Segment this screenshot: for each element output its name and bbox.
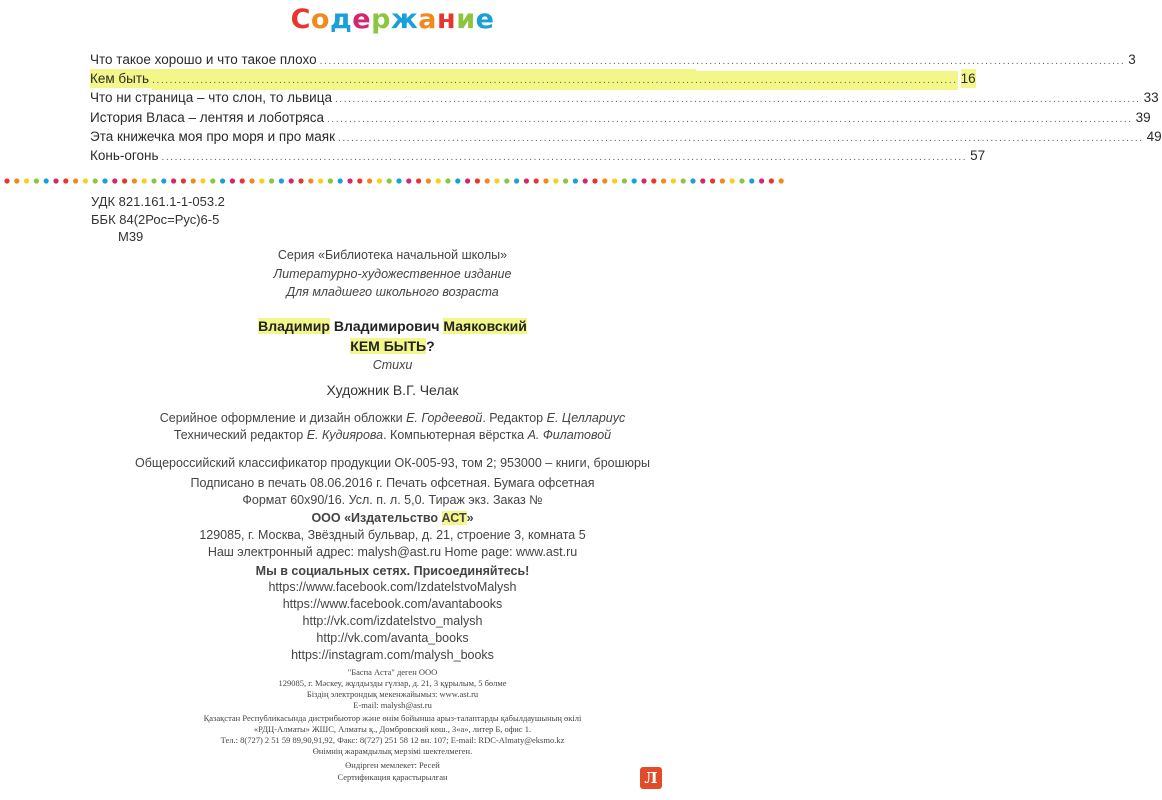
social-title: Мы в социальных сетях. Присоединяйтесь! [255, 564, 530, 578]
kz-line: Өндірген мемлекет: Ресей [345, 760, 440, 770]
publisher-name [0, 511, 785, 525]
divider-dot [14, 178, 19, 183]
toc-entry-page: 39 [1135, 109, 1151, 125]
divider-dot [553, 178, 558, 183]
divider-dot [700, 178, 705, 183]
divider-dot [347, 178, 352, 183]
divider-dot [514, 178, 519, 183]
title-letter: р [371, 4, 391, 35]
design-credits [0, 411, 785, 425]
divider-dot [485, 178, 490, 183]
author-name [0, 318, 785, 334]
divider-dot [200, 178, 205, 183]
genre: Стихи [372, 358, 413, 372]
author-last-name: Маяковский [443, 318, 527, 334]
editor-label: . Редактор [482, 411, 544, 425]
divider-dot [465, 178, 470, 183]
social-link[interactable]: https://www.facebook.com/IzdatelstvoMalysh [268, 580, 517, 594]
divider-dot [279, 178, 284, 183]
divider-dot [44, 178, 49, 183]
publisher-logo-badge: Л [640, 767, 662, 789]
divider-dot [749, 178, 754, 183]
divider-dot [220, 178, 225, 183]
divider-dot [622, 178, 627, 183]
product-classifier: Общероссийский классификатор продукции ОК-005-93, том 2; 953000 – книги, брошюры [135, 456, 650, 470]
bbk-code: ББК 84(2Рос=Рус)6-5 [91, 211, 220, 227]
publisher-contacts: Наш электронный адрес: malysh@ast.ru Home page: www.ast.ru [207, 545, 578, 559]
toc-entry[interactable] [90, 88, 1159, 107]
table-of-contents [90, 50, 1162, 165]
kz-line: Өнімнің жарамдылық мерзімі шектелмеген. [312, 746, 473, 756]
toc-leader-dots: ........................................................................................................................................................................................ [334, 94, 1141, 106]
divider-dot [651, 178, 656, 183]
divider-dot [524, 178, 529, 183]
divider-dot [83, 178, 88, 183]
kz-line: 129085, г. Мәскеу, жұлдызды гүлзар, д. 21, 3 құрылым, 5 бөлме [278, 678, 507, 688]
divider-dot [122, 178, 127, 183]
toc-entry-page: 49 [1146, 128, 1162, 144]
divider-dot [543, 178, 548, 183]
divider-dot [112, 178, 117, 183]
divider-dot [328, 178, 333, 183]
divider-dot [367, 178, 372, 183]
divider-dot [73, 178, 78, 183]
title-letter: С [290, 4, 311, 35]
designer-name: Е. Гордеевой [406, 411, 483, 425]
author-sign: М39 [118, 229, 144, 244]
toc-entry-title: Что ни страница – что слон, то львица [90, 90, 332, 106]
publisher-suffix: » [466, 511, 474, 525]
title-letter: а [418, 4, 438, 35]
divider-dot [63, 178, 68, 183]
toc-leader-dots: ........................................................................................................................................................................................ [327, 113, 1133, 125]
divider-dot [338, 178, 343, 183]
divider-dot [93, 178, 98, 183]
kz-line: Сертификация қарастырылған [337, 772, 448, 782]
toc-entry-page: 33 [1143, 90, 1159, 106]
divider-dot [34, 178, 39, 183]
print-format: Формат 60х90/16. Усл. п. л. 5,0. Тираж экз. Заказ № [242, 493, 543, 507]
divider-dot [210, 178, 215, 183]
kz-line: Біздің электрондық мекенжайымыз: www.ast.ru [306, 689, 479, 699]
divider-dot [455, 178, 460, 183]
divider-dot [259, 178, 264, 183]
divider-dot [730, 178, 735, 183]
toc-entry-page: 3 [1128, 52, 1136, 67]
divider-dot [298, 178, 303, 183]
divider-dot [396, 178, 401, 183]
social-link[interactable]: https://instagram.com/malysh_books [291, 648, 494, 662]
divider-dot [151, 178, 156, 183]
divider-dot [416, 178, 421, 183]
book-title [0, 338, 785, 354]
divider-dot [426, 178, 431, 183]
toc-leader-dots: ........................................................................................................................................................................................ [161, 151, 968, 163]
divider-dot [161, 178, 166, 183]
publisher-highlight: АСТ [441, 511, 467, 525]
divider-dot [240, 178, 245, 183]
author-first-name: Владимир [258, 318, 330, 334]
toc-entry-title: Кем быть [90, 71, 150, 87]
toc-entry[interactable] [90, 127, 1162, 146]
divider-dot [436, 178, 441, 183]
book-title-question: ? [426, 338, 435, 354]
title-letter: е [352, 4, 372, 35]
layout-name: А. Филатовой [527, 428, 612, 442]
divider-dot [475, 178, 480, 183]
editor-name: Е. Целлариус [546, 411, 626, 425]
divider-dot [641, 178, 646, 183]
toc-entry-title: Эта книжечка моя про моря и про маяк [90, 128, 335, 144]
edition-type: Литературно-художественное издание [273, 267, 512, 281]
divider-dot [612, 178, 617, 183]
toc-entry[interactable] [90, 108, 1151, 127]
publisher-address: 129085, г. Москва, Звёздный бульвар, д. 21, строение 3, комната 5 [199, 528, 586, 542]
toc-leader-dots: ........................................................................................................................................................................................ [319, 56, 1126, 67]
divider-dot [690, 178, 695, 183]
divider-dot [563, 178, 568, 183]
divider-dot [759, 178, 764, 183]
divider-dot [249, 178, 254, 183]
toc-entry-title: Конь-огонь [90, 147, 159, 163]
age-group: Для младшего школьного возраста [286, 285, 499, 299]
toc-entry[interactable] [90, 50, 1136, 69]
publisher-prefix: ООО «Издательство [311, 511, 442, 525]
toc-entry-page: 57 [970, 147, 986, 163]
tech-credits [0, 428, 785, 442]
divider-dot [181, 178, 186, 183]
social-link[interactable]: https://www.facebook.com/avantabooks [282, 597, 503, 611]
divider-dot [671, 178, 676, 183]
design-label: Серийное оформление и дизайн обложки [159, 411, 403, 425]
divider-dot [102, 178, 107, 183]
title-letter: д [329, 4, 353, 35]
illustrator: Художник В.Г. Челак [326, 382, 459, 398]
divider-dot [318, 178, 323, 183]
title-letter: и [456, 4, 476, 35]
social-link[interactable]: http://vk.com/izdatelstvo_malysh [302, 614, 483, 628]
toc-leader-dots: ........................................................................................................................................................................................ [152, 71, 958, 90]
divider-dot [132, 178, 137, 183]
divider-dot [534, 178, 539, 183]
colored-dot-divider [2, 175, 783, 187]
toc-entry[interactable] [90, 146, 986, 165]
title-letter: н [437, 4, 457, 35]
layout-label: . Компьютерная вёрстка [383, 428, 525, 442]
divider-dot [377, 178, 382, 183]
divider-dot [445, 178, 450, 183]
contents-title [0, 4, 785, 35]
title-letter: о [310, 4, 330, 35]
divider-dot [142, 178, 147, 183]
divider-dot [504, 178, 509, 183]
divider-dot [308, 178, 313, 183]
kz-line: Тел.: 8(727) 2 51 59 89,90,91,92, Факс: 8(727) 251 58 12 вн. 107; E-mail: RDC-Almaty@eksmo.kz [220, 735, 565, 745]
toc-entry-page: 16 [960, 71, 976, 87]
divider-dot [583, 178, 588, 183]
divider-dot [24, 178, 29, 183]
divider-dot [171, 178, 176, 183]
divider-dot [739, 178, 744, 183]
tech-editor-label: Технический редактор [173, 428, 304, 442]
divider-dot [494, 178, 499, 183]
divider-dot [4, 178, 9, 183]
divider-dot [53, 178, 58, 183]
divider-dot [230, 178, 235, 183]
kz-line: E-mail: malysh@ast.ru [353, 700, 432, 710]
kz-line: Қазақстан Республикасында дистрибьютор және өнім бойынша арыз-талаптарды қабылдаушының өкілі [203, 713, 582, 723]
divider-dot [289, 178, 294, 183]
divider-dot [592, 178, 597, 183]
title-letter: е [475, 4, 495, 35]
divider-dot [357, 178, 362, 183]
divider-dot [602, 178, 607, 183]
divider-dot [632, 178, 637, 183]
divider-dot [406, 178, 411, 183]
divider-dot [681, 178, 686, 183]
series-line: Серия «Библиотека начальной школы» [277, 248, 508, 262]
kz-line: "Баспа Аста" деген ООО [347, 667, 438, 677]
divider-dot [710, 178, 715, 183]
divider-dot [661, 178, 666, 183]
divider-dot [720, 178, 725, 183]
divider-dot [191, 178, 196, 183]
divider-dot [573, 178, 578, 183]
classification-codes [91, 193, 225, 246]
print-date: Подписано в печать 08.06.2016 г. Печать офсетная. Бумага офсетная [190, 476, 595, 490]
toc-entry-highlighted[interactable] [90, 69, 976, 88]
book-title-text: КЕМ БЫТЬ [350, 338, 427, 354]
toc-leader-dots: ........................................................................................................................................................................................ [338, 132, 1144, 144]
toc-entry-title: Что такое хорошо и что такое плохо [90, 52, 317, 67]
toc-entry-title: История Власа – лентяя и лоботряса [90, 109, 325, 125]
tech-editor-name: Е. Кудиярова [306, 428, 384, 442]
author-middle-name: Владимирович [333, 318, 440, 334]
kz-line: «РДЦ-Алматы» ЖШС, Алматы қ., Домбровский көш., 3«а», литер Б, офис 1. [253, 724, 532, 734]
divider-dot [387, 178, 392, 183]
udk-code: УДК 821.161.1-1-053.2 [91, 194, 225, 209]
divider-dot [769, 178, 774, 183]
divider-dot [269, 178, 274, 183]
title-letter: ж [390, 4, 419, 35]
social-link[interactable]: http://vk.com/avanta_books [316, 631, 469, 645]
divider-dot [779, 178, 784, 183]
